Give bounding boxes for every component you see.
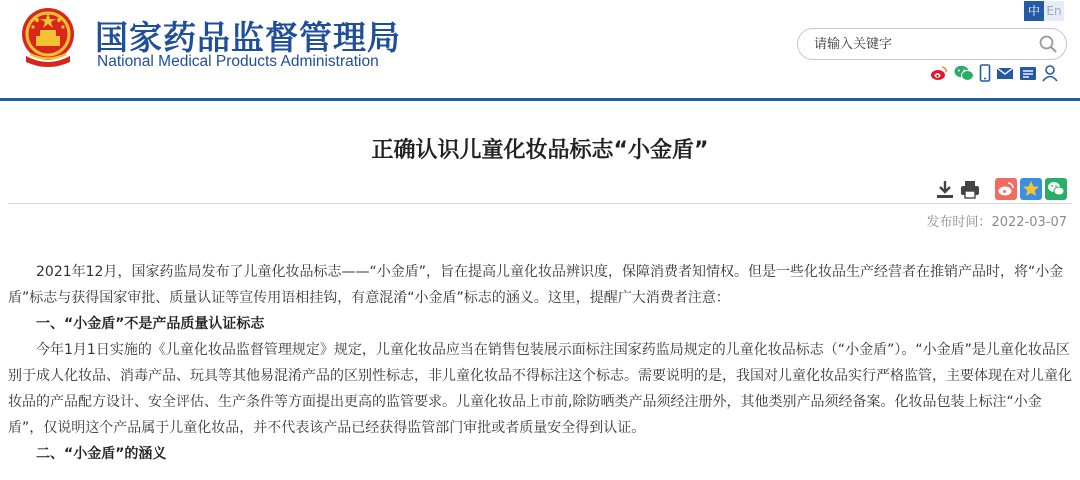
lang-en-button[interactable]: En <box>1044 1 1064 21</box>
publish-date-value: 2022-03-07 <box>991 215 1067 230</box>
article-title: 正确认识儿童化妆品标志“小金盾” <box>371 138 709 163</box>
share-weibo-icon[interactable] <box>995 178 1017 200</box>
article-section-heading: 二、“小金盾”的涵义 <box>36 446 167 462</box>
mail-icon[interactable] <box>996 64 1014 82</box>
site-header <box>0 0 1080 100</box>
rss-icon[interactable] <box>1019 64 1037 82</box>
header-divider <box>0 98 1080 101</box>
wechat-icon[interactable] <box>954 64 974 82</box>
article-paragraph: 今年1月1日实施的《儿童化妆品监督管理规定》规定，儿童化妆品应当在销售包装展示面标注国家药监局规定的儿童化妆品标志（“小金盾”）。“小金盾”是儿童化妆品区别于成人化妆品、消毒产品、玩具等其他易混淆产品的区别性标志，非儿童化妆品不得标注这个标志。需要说明的是，我国对儿童化妆品实行严格监管，主要体现在对儿童化妆品的产品配方设计、安全评估、生产条件等方面提出更高的监管要求。儿童化妆品上市前,除防晒类产品须经注册外，其他类别产品须经备案。化妆品包装上标注“小金盾”，仅说明这个产品属于儿童化妆品，并不代表该产品已经获得监管部门审批或者质量安全得到认证。 <box>8 342 1072 436</box>
national-emblem-logo[interactable] <box>18 6 78 70</box>
lang-zh-button[interactable]: 中 <box>1024 1 1044 21</box>
search-box <box>797 28 1067 60</box>
publish-date-label: 发布时间： <box>926 215 992 230</box>
weibo-icon[interactable] <box>930 64 948 82</box>
search-input[interactable] <box>814 34 1029 54</box>
share-wechat-icon[interactable] <box>1045 178 1067 200</box>
user-icon[interactable] <box>1041 64 1059 82</box>
site-title-cn[interactable]: 国家药品监督管理局 <box>95 18 401 57</box>
article-section-heading: 一、“小金盾”不是产品质量认证标志 <box>36 316 265 332</box>
site-title-en[interactable]: National Medical Products Administration <box>97 53 379 70</box>
download-icon[interactable] <box>934 178 956 200</box>
share-qzone-icon[interactable] <box>1020 178 1042 200</box>
publish-date <box>926 211 1067 230</box>
article-body <box>8 259 1072 467</box>
search-icon[interactable] <box>1038 34 1058 54</box>
article-paragraph: 2021年12月，国家药监局发布了儿童化妆品标志——“小金盾”，旨在提高儿童化妆品辨识度，保障消费者知情权。但是一些化妆品生产经营者在推销产品时，将“小金盾”标志与获得国家审批、质量认证等宣传用语相挂钩，有意混淆“小金盾”标志的涵义。这里，提醒广大消费者注意： <box>8 264 1064 306</box>
title-divider <box>8 203 1072 204</box>
mobile-icon[interactable] <box>979 64 991 82</box>
print-icon[interactable] <box>959 178 981 200</box>
